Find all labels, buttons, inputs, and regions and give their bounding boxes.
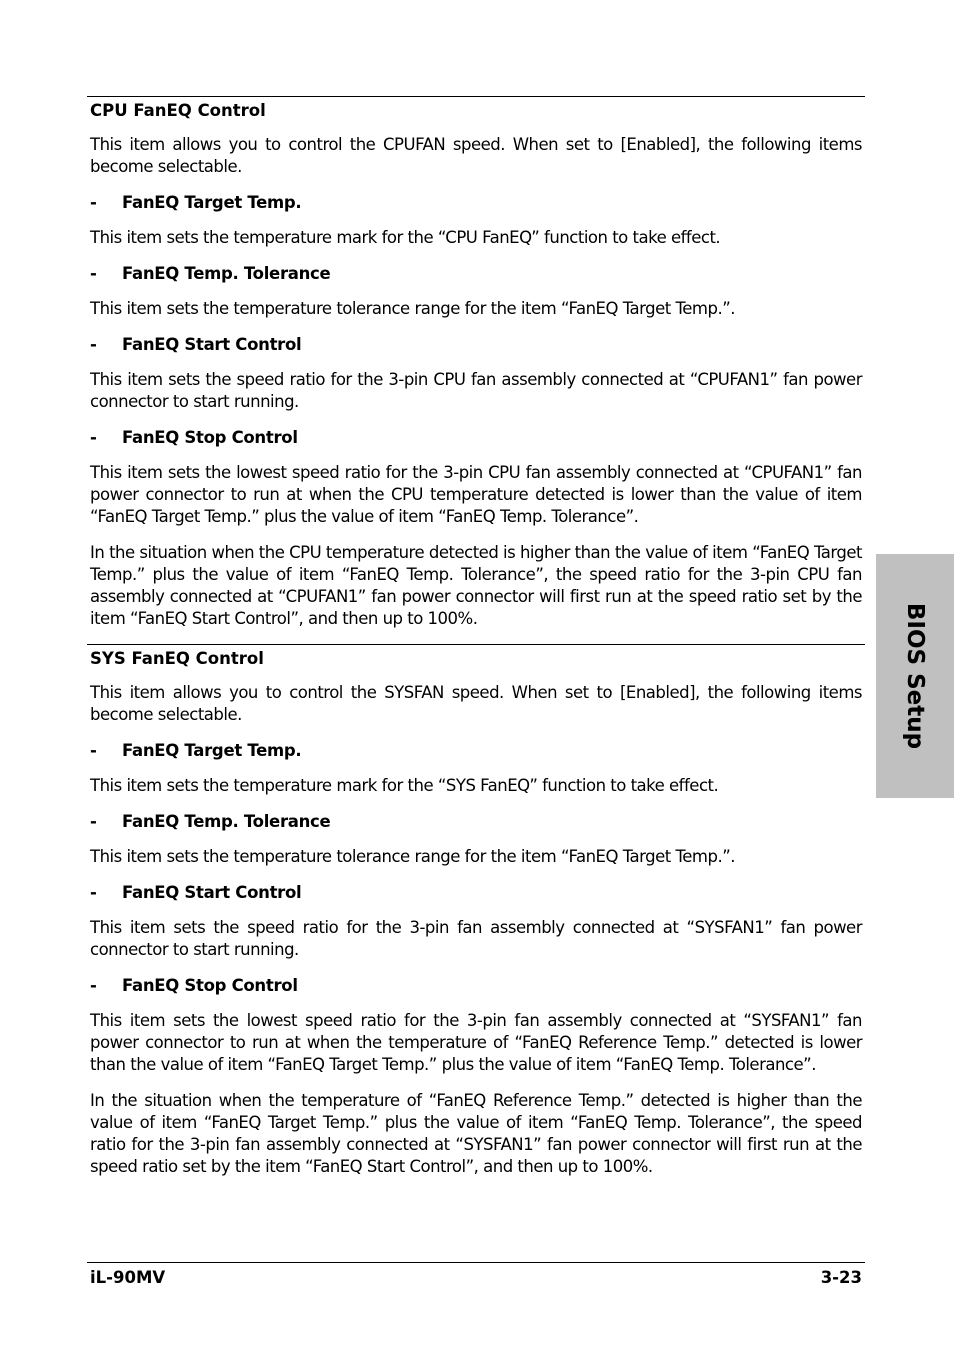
section-title: SYS FanEQ Control [90, 649, 264, 668]
subitem-description: This item sets the temperature tolerance range for the item “FanEQ Target Temp.”. [90, 299, 735, 318]
footer-model: iL-90MV [90, 1268, 166, 1287]
bullet-dash: - [90, 741, 97, 760]
subitem-label: FanEQ Temp. Tolerance [122, 264, 331, 283]
section-title: CPU FanEQ Control [90, 101, 266, 120]
bullet-dash: - [90, 193, 97, 212]
cpu-faneq-section [87, 96, 865, 630]
subitem-heading [90, 263, 862, 285]
subitem-label: FanEQ Stop Control [122, 976, 298, 995]
subitem-description: This item sets the temperature mark for the “CPU FanEQ” function to take effect. [90, 228, 721, 247]
subitem-heading [90, 427, 862, 449]
subitem-description: This item sets the lowest speed ratio for the 3-pin fan assembly connected at “SYSFAN1” fan power connector to run at when the temperature of “FanEQ Reference Temp.” detected is lower than the value of item “FanEQ Target Temp.” plus the value of item “FanEQ Temp. Tolerance”. [90, 1011, 862, 1074]
section-intro: This item allows you to control the CPUFAN speed. When set to [Enabled], the following items become selectable. [90, 135, 862, 176]
subitem-heading [90, 192, 862, 214]
subitem-description: This item sets the temperature tolerance range for the item “FanEQ Target Temp.”. [90, 847, 735, 866]
section-intro: This item allows you to control the SYSFAN speed. When set to [Enabled], the following items become selectable. [90, 683, 862, 724]
bullet-dash: - [90, 335, 97, 354]
subitem-heading [90, 882, 862, 904]
subitem-description: This item sets the speed ratio for the 3-pin fan assembly connected at “SYSFAN1” fan power connector to start running. [90, 918, 862, 959]
subitem-description: This item sets the temperature mark for the “SYS FanEQ” function to take effect. [90, 776, 719, 795]
bullet-dash: - [90, 812, 97, 831]
subitem-label: FanEQ Target Temp. [122, 741, 302, 760]
page-content [87, 96, 865, 1192]
subitem-label: FanEQ Start Control [122, 335, 302, 354]
subitem-label: FanEQ Stop Control [122, 428, 298, 447]
subitem-label: FanEQ Target Temp. [122, 193, 302, 212]
chapter-side-tab [876, 554, 954, 798]
subitem-heading [90, 334, 862, 356]
footer-page-number: 3-23 [820, 1268, 862, 1287]
subitem-label: FanEQ Temp. Tolerance [122, 812, 331, 831]
chapter-tab-label: BIOS Setup [902, 602, 928, 750]
page-footer [87, 1262, 865, 1289]
subitem-label: FanEQ Start Control [122, 883, 302, 902]
bullet-dash: - [90, 264, 97, 283]
subitem-description: This item sets the speed ratio for the 3-pin CPU fan assembly connected at “CPUFAN1” fan power connector to start running. [90, 370, 862, 411]
subitem-description: This item sets the lowest speed ratio for the 3-pin CPU fan assembly connected at “CPUFAN1” fan power connector to run at when the CPU temperature detected is lower than the value of item “FanEQ Target Temp.” plus the value of item “FanEQ Temp. Tolerance”. [90, 463, 862, 526]
subitem-heading [90, 975, 862, 997]
bullet-dash: - [90, 976, 97, 995]
section-closing: In the situation when the temperature of “FanEQ Reference Temp.” detected is higher than the value of item “FanEQ Target Temp.” plus the value of item “FanEQ Temp. Tolerance”, the speed ratio for the 3-pin fan assembly connected at “SYSFAN1” fan power connector will first run at the speed ratio set by the item “FanEQ Start Control”, and then up to 100%. [90, 1091, 862, 1176]
bullet-dash: - [90, 883, 97, 902]
sys-faneq-section [87, 644, 865, 1178]
bullet-dash: - [90, 428, 97, 447]
section-closing: In the situation when the CPU temperature detected is higher than the value of item “FanEQ Target Temp.” plus the value of item “FanEQ Temp. Tolerance”, the speed ratio for the 3-pin CPU fan assembly connected at “CPUFAN1” fan power connector will first run at the speed ratio set by the item “FanEQ Start Control”, and then up to 100%. [90, 543, 862, 628]
subitem-heading [90, 740, 862, 762]
subitem-heading [90, 811, 862, 833]
